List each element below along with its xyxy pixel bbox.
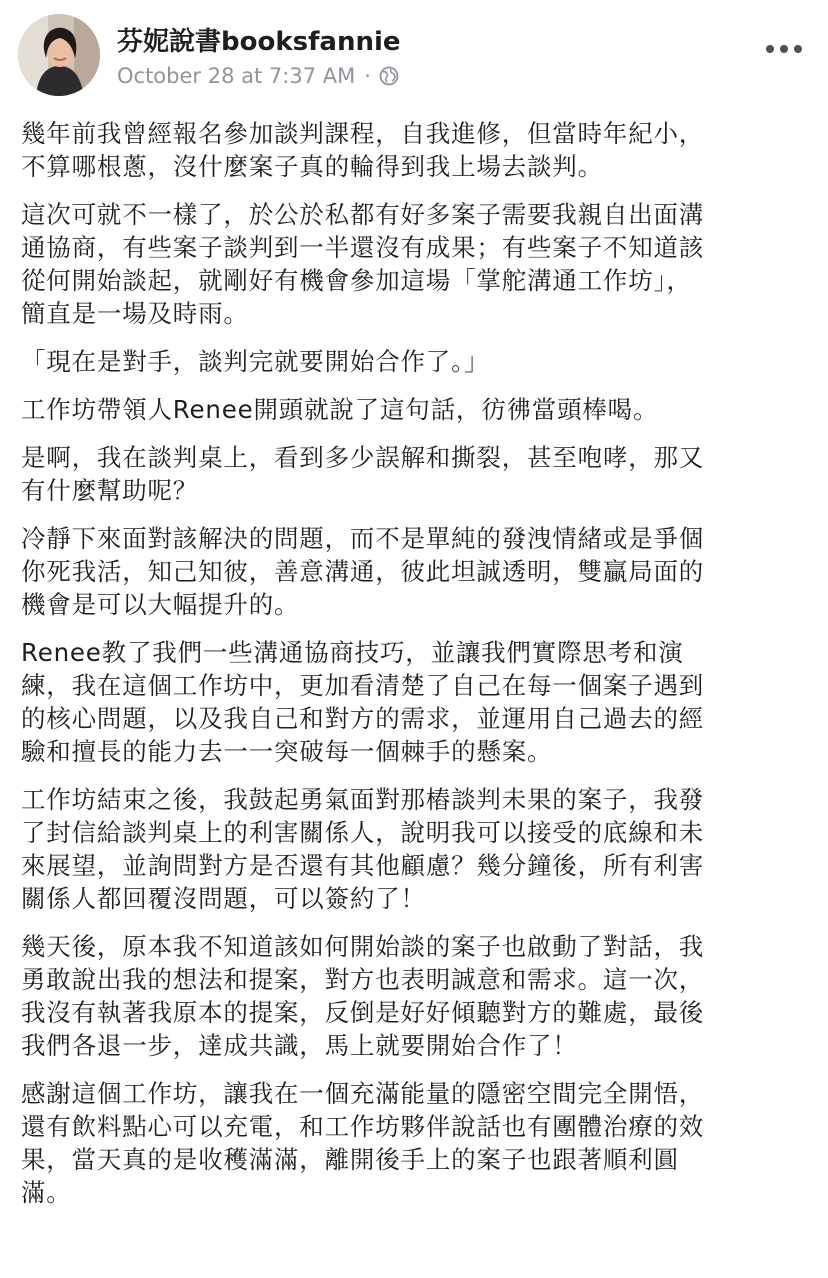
paragraph-line: 關係人都回覆沒問題，可以簽約了！ — [21, 884, 426, 913]
paragraph-line: 滿。 — [21, 1178, 72, 1207]
post-body — [21, 117, 811, 1224]
paragraph-line: 你死我活，知己知彼，善意溝通，彼此坦誠透明，雙贏局面的 — [21, 557, 705, 586]
paragraph-line: 幾天後，原本我不知道該如何開始談的案子也啟動了對話，我 — [21, 932, 705, 961]
post-paragraph — [21, 198, 811, 330]
paragraph-line: 果，當天真的是收穫滿滿，離開後手上的案子也跟著順利圓 — [21, 1145, 679, 1174]
author-name[interactable]: 芬妮說書booksfannie — [117, 27, 401, 57]
paragraph-line: 來展望，並詢問對方是否還有其他顧慮？幾分鐘後，所有利害 — [21, 851, 705, 880]
paragraph-line: 機會是可以大幅提升的。 — [21, 590, 300, 619]
paragraph-line: 感謝這個工作坊，讓我在一個充滿能量的隱密空間完全開悟， — [21, 1079, 705, 1108]
post-paragraph — [21, 345, 811, 378]
paragraph-line: 從何開始談起，就剛好有機會參加這場「掌舵溝通工作坊」， — [21, 266, 692, 295]
author-avatar[interactable] — [18, 14, 100, 96]
paragraph-line: 有什麼幫助呢？ — [21, 476, 199, 505]
paragraph-line: 不算哪根蔥，沒什麼案子真的輪得到我上場去談判。 — [21, 152, 603, 181]
post-header — [0, 0, 828, 112]
paragraph-line: 的核心問題，以及我自己和對方的需求，並運用自己過去的經 — [21, 704, 705, 733]
paragraph-line: Renee教了我們一些溝通協商技巧，並讓我們實際思考和演 — [21, 638, 684, 667]
paragraph-line: 我沒有執著我原本的提案，反倒是好好傾聽對方的難處，最後 — [21, 998, 705, 1027]
paragraph-line: 簡直是一場及時雨。 — [21, 299, 249, 328]
post-paragraph — [21, 930, 811, 1062]
paragraph-line: 驗和擅長的能力去一一突破每一個棘手的懸案。 — [21, 737, 553, 766]
globe-icon[interactable] — [379, 66, 399, 86]
post-paragraph — [21, 393, 811, 426]
meta-separator: · — [364, 64, 371, 88]
avatar-photo — [18, 14, 100, 96]
more-options-button[interactable] — [762, 34, 806, 64]
paragraph-line: 「現在是對手，談判完就要開始合作了。」 — [21, 347, 490, 376]
paragraph-line: 我們各退一步，達成共識，馬上就要開始合作了！ — [21, 1031, 578, 1060]
paragraph-line: 這次可就不一樣了，於公於私都有好多案子需要我親自出面溝 — [21, 200, 705, 229]
paragraph-line: 冷靜下來面對該解決的問題，而不是單純的發洩情緒或是爭個 — [21, 524, 705, 553]
post-meta — [117, 61, 399, 91]
paragraph-line: 了封信給談判桌上的利害關係人，說明我可以接受的底線和未 — [21, 818, 705, 847]
paragraph-line: 勇敢說出我的想法和提案，對方也表明誠意和需求。這一次， — [21, 965, 705, 994]
post-paragraph — [21, 1077, 811, 1209]
paragraph-line: 幾年前我曾經報名參加談判課程，自我進修，但當時年紀小， — [21, 119, 705, 148]
post-paragraph — [21, 783, 811, 915]
more-dots-icon — [766, 44, 802, 54]
paragraph-line: 工作坊結束之後，我鼓起勇氣面對那樁談判未果的案子，我發 — [21, 785, 705, 814]
post-paragraph — [21, 636, 811, 768]
post-paragraph — [21, 117, 811, 183]
post-paragraph — [21, 441, 811, 507]
paragraph-line: 練，我在這個工作坊中，更加看清楚了自己在每一個案子遇到 — [21, 671, 705, 700]
post-timestamp[interactable]: October 28 at 7:37 AM — [117, 64, 356, 88]
paragraph-line: 工作坊帶領人Renee開頭就說了這句話，彷彿當頭棒喝。 — [21, 395, 659, 424]
paragraph-line: 還有飲料點心可以充電，和工作坊夥伴說話也有團體治療的效 — [21, 1112, 705, 1141]
paragraph-line: 是啊，我在談判桌上，看到多少誤解和撕裂，甚至咆哮，那又 — [21, 443, 705, 472]
paragraph-line: 通協商，有些案子談判到一半還沒有成果；有些案子不知道該 — [21, 233, 705, 262]
post-paragraph — [21, 522, 811, 621]
